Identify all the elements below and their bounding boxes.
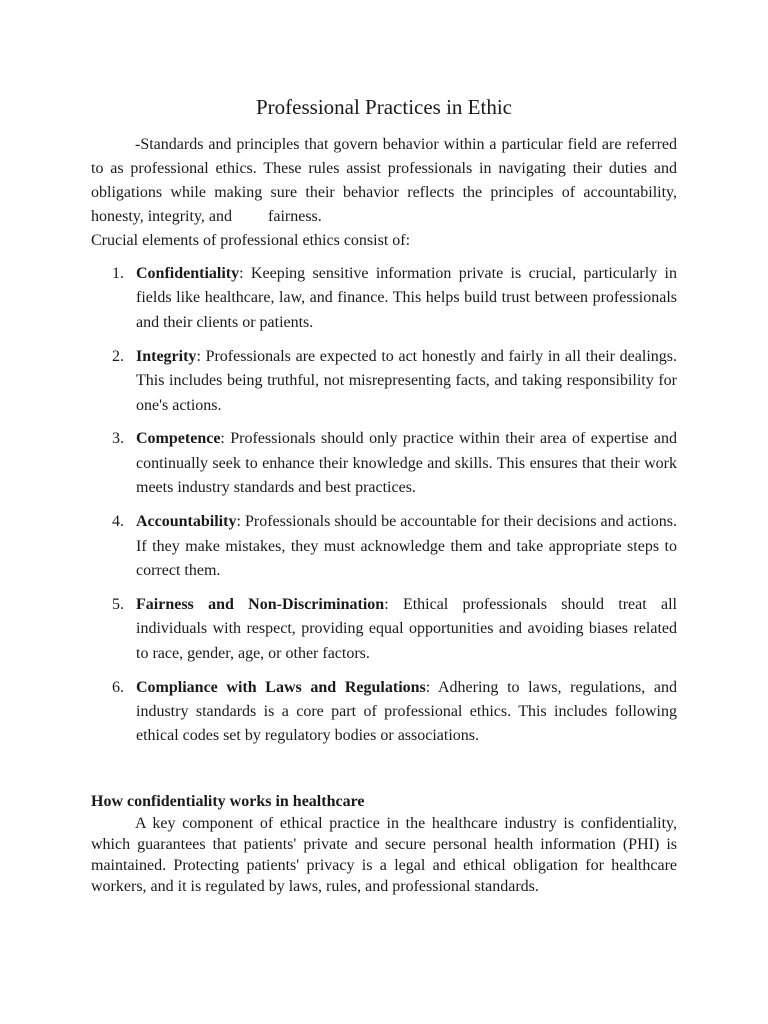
list-item-term: Confidentiality — [136, 265, 240, 282]
list-item-text: : Adhering to laws, regulations, and industry standards is a core part of professional ethics. This includes following ethical codes set by regulatory bodies or associations. — [136, 678, 677, 745]
page-title: Professional Practices in Ethic — [255, 95, 513, 119]
crucial-elements-heading: Crucial elements of professional ethics consist of: — [91, 232, 411, 249]
list-item — [91, 427, 677, 500]
intro-paragraph: -Standards and principles that govern behavior within a particular field are referred to as professional ethics. These rules assist professionals in navigating their duties and obligations while making sure their behavior reflects the principles of accountability, honesty, integrity, and fairness. — [91, 136, 677, 225]
list-item-number: 4. — [112, 513, 124, 531]
list-item — [91, 676, 677, 749]
list-item-number: 2. — [112, 347, 124, 365]
list-item-number: 1. — [112, 265, 124, 282]
list-item — [91, 345, 677, 418]
list-item-term: Competence — [136, 430, 221, 448]
section-paragraph: A key component of ethical practice in the healthcare industry is confidentiality, which guarantees that patients' private and secure personal health information (PHI) is maintained. Protecting patients' privacy is a legal and ethical obligation for healthcare workers, and it is regulated by laws, rules, and professional standards. — [91, 815, 677, 895]
section-heading: How confidentiality works in healthcare — [91, 793, 365, 810]
list-item-term: Compliance with Laws and Regulations — [136, 678, 426, 696]
list-item-number: 5. — [112, 595, 124, 613]
list-item — [91, 593, 677, 666]
list-item-text: : Professionals should be accountable for their decisions and actions. If they make mistakes, they must acknowledge them and take appropriate steps to correct them. — [136, 513, 677, 579]
list-item-number: 3. — [112, 430, 124, 448]
list-item-term: Fairness and Non-Discrimination — [136, 595, 385, 613]
list-item — [91, 262, 677, 335]
list-item-term: Integrity — [136, 347, 197, 365]
list-item-text: : Keeping sensitive information private is crucial, particularly in fields like healthcare, law, and finance. This helps build trust between professionals and their clients or patients. — [136, 265, 677, 331]
list-item-text: : Professionals are expected to act honestly and fairly in all their dealings. This includes being truthful, not misrepresenting facts, and taking responsibility for one's actions. — [136, 347, 677, 414]
list-item-text: : Professionals should only practice within their area of expertise and continually seek to enhance their knowledge and skills. This ensures that their work meets industry standards and best practices. — [136, 430, 677, 497]
list-item-text: : Ethical professionals should treat all individuals with respect, providing equal opportunities and avoiding biases related to race, gender, age, or other factors. — [136, 595, 677, 662]
list-item — [91, 510, 677, 583]
list-item-term: Accountability — [136, 513, 237, 531]
ethics-elements-list — [91, 262, 677, 758]
list-item-number: 6. — [112, 678, 124, 696]
